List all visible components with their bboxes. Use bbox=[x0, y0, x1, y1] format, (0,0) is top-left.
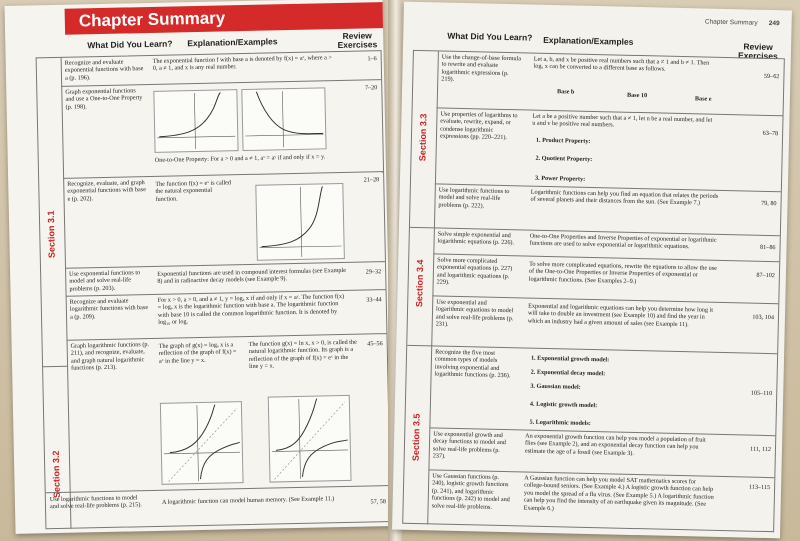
review-number: 59–62 bbox=[763, 72, 780, 81]
exponential-growth-model: 1. Exponential growth model: bbox=[530, 354, 610, 364]
section-3-5-label: Section 3.5 bbox=[410, 413, 422, 462]
learn-cell: Solve simple exponential and logarithmic equations (p. 226). bbox=[437, 230, 515, 247]
table-row bbox=[437, 51, 784, 115]
review-number: 79, 80 bbox=[761, 199, 777, 208]
review-number: 45–56 bbox=[367, 340, 383, 348]
explanation-cell: An exponential growth function can help you model a population of fruit flies (see Example 2), and an exponential decay function can help you estimate the age of a fossil (see Example 3). bbox=[524, 432, 706, 457]
learn-cell: Use exponential and logarithmic equations to model and solve real-life problems (p. 231). bbox=[435, 298, 514, 328]
learn-cell: Recognize and evaluate logarithmic functions with base a (p. 209). bbox=[69, 297, 149, 321]
explanation-cell: Logarithmic functions can help you find an equation that relates the periods of several planets and their distances from the sun. (See Example 7.) bbox=[530, 188, 719, 207]
explanation-cell: Exponential and logarithmic equations can help you determine how long it will take to double an investment (see Example 10) and find the year in which an industry had a given amount of sales (see Example 11). bbox=[527, 302, 714, 329]
base-e-label: Base e bbox=[694, 95, 712, 103]
chapter-summary-banner: Chapter Summary bbox=[65, 2, 389, 35]
learn-cell: Use properties of logarithms to evaluate, rewrite, expand, or condense logarithmic expressions (pp. 220–221). bbox=[439, 110, 518, 142]
logarithmic-models: 5. Logarithmic models: bbox=[529, 418, 591, 428]
header-explanation: Explanation/Examples bbox=[187, 36, 278, 49]
explanation-cell: The exponential function f with base a is denoted by f(x) = aˣ, where a > 0, a ≠ 1, and x is any real number. bbox=[152, 54, 332, 73]
review-number: 21–28 bbox=[363, 176, 380, 184]
learn-cell: Use exponential functions to model and solve real-life problems (p. 203). bbox=[69, 269, 141, 293]
table-row bbox=[67, 333, 390, 493]
left-page bbox=[5, 0, 394, 534]
learn-cell: Recognize, evaluate, and graph exponential functions with base e (p. 202). bbox=[67, 179, 147, 203]
natural-log-graph bbox=[268, 395, 352, 483]
review-number: 113–115 bbox=[748, 483, 771, 492]
section-3-2-label: Section 3.2 bbox=[50, 450, 62, 499]
header-review-exercises: Review Exercises bbox=[337, 30, 378, 51]
section-3-1-label: Section 3.1 bbox=[45, 210, 57, 259]
explanation-cell: Let a be a positive number such that a ≠ 1, let n be a real number, and let u and v be positive real numbers. bbox=[532, 112, 713, 129]
running-header: Chapter Summary bbox=[704, 18, 758, 27]
explanation-cell: A Gaussian function can help you model SAT mathematics scores for college-bound seniors. (See Example 4.) A logistic growth function can help you model the spread of a flu virus. (See Example 5.) A logarithmic function can help you find the intensity of an earthquake given its magnitude. (See Example 6.) bbox=[523, 474, 714, 512]
summary-table bbox=[402, 50, 785, 532]
review-number: 57, 58 bbox=[370, 498, 387, 506]
summary-table bbox=[36, 50, 392, 529]
review-number: 29–32 bbox=[365, 268, 382, 276]
gaussian-model: 3. Gaussian model: bbox=[530, 382, 581, 391]
review-number: 33–44 bbox=[366, 296, 382, 304]
learn-cell: Recognize the five most common types of models involving exponential and logarithmic functions (p. 236). bbox=[434, 348, 511, 380]
table-row bbox=[429, 345, 777, 436]
table-row bbox=[61, 79, 383, 179]
explanation-cell: The graph of g(x) = logₐ x is a reflection of the graph of f(x) = aˣ in the line y = x. bbox=[158, 341, 237, 365]
header-explanation: Explanation/Examples bbox=[543, 34, 634, 47]
page-number: 249 bbox=[768, 19, 780, 28]
table-row bbox=[431, 295, 778, 354]
right-page bbox=[392, 2, 792, 539]
learn-cell: Solve more complicated exponential equations (p. 227) and logarithmic equations (p. 229). bbox=[436, 256, 513, 286]
learn-cell: Use logarithmic functions to model and solve real-life problems (p. 222). bbox=[438, 186, 510, 210]
review-number: 63–78 bbox=[762, 129, 779, 138]
learn-cell: Use exponential growth and decay functions to model and solve real-life problems (p. 237). bbox=[432, 430, 506, 460]
header-what-did-you-learn: What Did You Learn? bbox=[447, 30, 533, 43]
header-what-did-you-learn: What Did You Learn? bbox=[87, 38, 173, 51]
learn-cell: Use the change-of-base formula to rewrite and evaluate logarithmic expressions (p. 219). bbox=[441, 53, 522, 84]
base-b-label: Base b bbox=[556, 88, 575, 96]
learn-cell: Use Gaussian functions (p. 240), logistic growth functions (p. 241), and logarithmic functions (p. 242) to model and solve real-life problems. bbox=[431, 472, 510, 511]
review-number: 81–86 bbox=[760, 243, 776, 252]
section-3-4-label: Section 3.4 bbox=[414, 259, 426, 308]
learn-cell: Use logarithmic functions to model and solve real-life problems (p. 215). bbox=[49, 494, 143, 511]
table-row bbox=[63, 171, 385, 269]
review-number: 7–20 bbox=[364, 84, 378, 92]
base-10-label: Base 10 bbox=[626, 91, 648, 100]
explanation-cell: To solve more complicated equations, rewrite the equations to allow the use of the One-to-One Properties or Inverse Properties of exponential or logarithmic functions. (See Examples 2–9.) bbox=[528, 260, 718, 285]
header-review-exercises: Review Exercises bbox=[737, 41, 778, 62]
exponential-decay-model: 2. Exponential decay model: bbox=[530, 368, 606, 378]
table-row bbox=[46, 485, 391, 529]
learn-cell: Graph exponential functions and use a One-to-One Property (p. 198). bbox=[65, 87, 143, 111]
review-number: 1–6 bbox=[367, 55, 377, 63]
learn-cell: Graph logarithmic functions (p. 211), and recognize, evaluate, and graph natural logarithmic functions (p. 213). bbox=[70, 341, 150, 372]
explanation-cell: For x > 0, a > 0, and a ≠ 1, y = logₐ x if and only if x = aʸ. The function f(x) = logₐ x is the logarithmic function with base a. The logarithmic function with base 10 is called the common logarithmic function. It is denoted by log₁₀ or log. bbox=[157, 292, 345, 327]
table-row bbox=[435, 107, 783, 192]
review-number: 87–102 bbox=[756, 271, 775, 280]
exponential-decay-graph bbox=[241, 87, 326, 151]
exponential-growth-graph bbox=[153, 89, 238, 153]
logistic-growth-model: 4. Logistic growth model: bbox=[529, 400, 598, 410]
learn-cell: Recognize and evaluate exponential functions with base a (p. 196). bbox=[64, 58, 144, 82]
power-property-label: 3. Power Property: bbox=[534, 174, 586, 183]
review-number: 105–110 bbox=[750, 389, 773, 398]
explanation-cell: One-to-One Property: For a > 0 and a ≠ 1, aˣ = aʸ if and only if x = y. bbox=[154, 153, 326, 164]
explanation-cell-2: The function g(x) = ln x, x > 0, is called the natural logarithmic function. Its graph is a reflection of the graph of f(x) = eˣ in the line y = x. bbox=[248, 338, 357, 371]
explanation-cell: One-to-One Properties and Inverse Properties of exponential or logarithmic functions are used to solve exponential or logarithmic equations. bbox=[529, 232, 717, 251]
explanation-cell: The function f(x) = eˣ is called the natural exponential function. bbox=[155, 179, 232, 203]
product-property-label: 1. Product Property: bbox=[535, 136, 591, 145]
table-row bbox=[66, 289, 387, 341]
table-row bbox=[427, 469, 774, 532]
explanation-cell: Let a, b, and x be positive real numbers such that a ≠ 1 and b ≠ 1. Then logₐ x can be converted to a different base as follows. bbox=[533, 55, 710, 74]
review-number: 103, 104 bbox=[752, 313, 775, 322]
explanation-cell: A logarithmic function can model human memory. (See Example 11.) bbox=[161, 495, 335, 506]
logarithmic-graph bbox=[160, 401, 244, 485]
review-number: 111, 112 bbox=[749, 445, 772, 454]
natural-exponential-graph bbox=[255, 183, 345, 261]
section-3-3-label: Section 3.3 bbox=[417, 113, 429, 162]
explanation-cell: Exponential functions are used in compound interest formulas (see Example 8) and in radioactive decay models (see Example 9). bbox=[157, 266, 347, 286]
quotient-property-label: 2. Quotient Property: bbox=[535, 154, 593, 163]
